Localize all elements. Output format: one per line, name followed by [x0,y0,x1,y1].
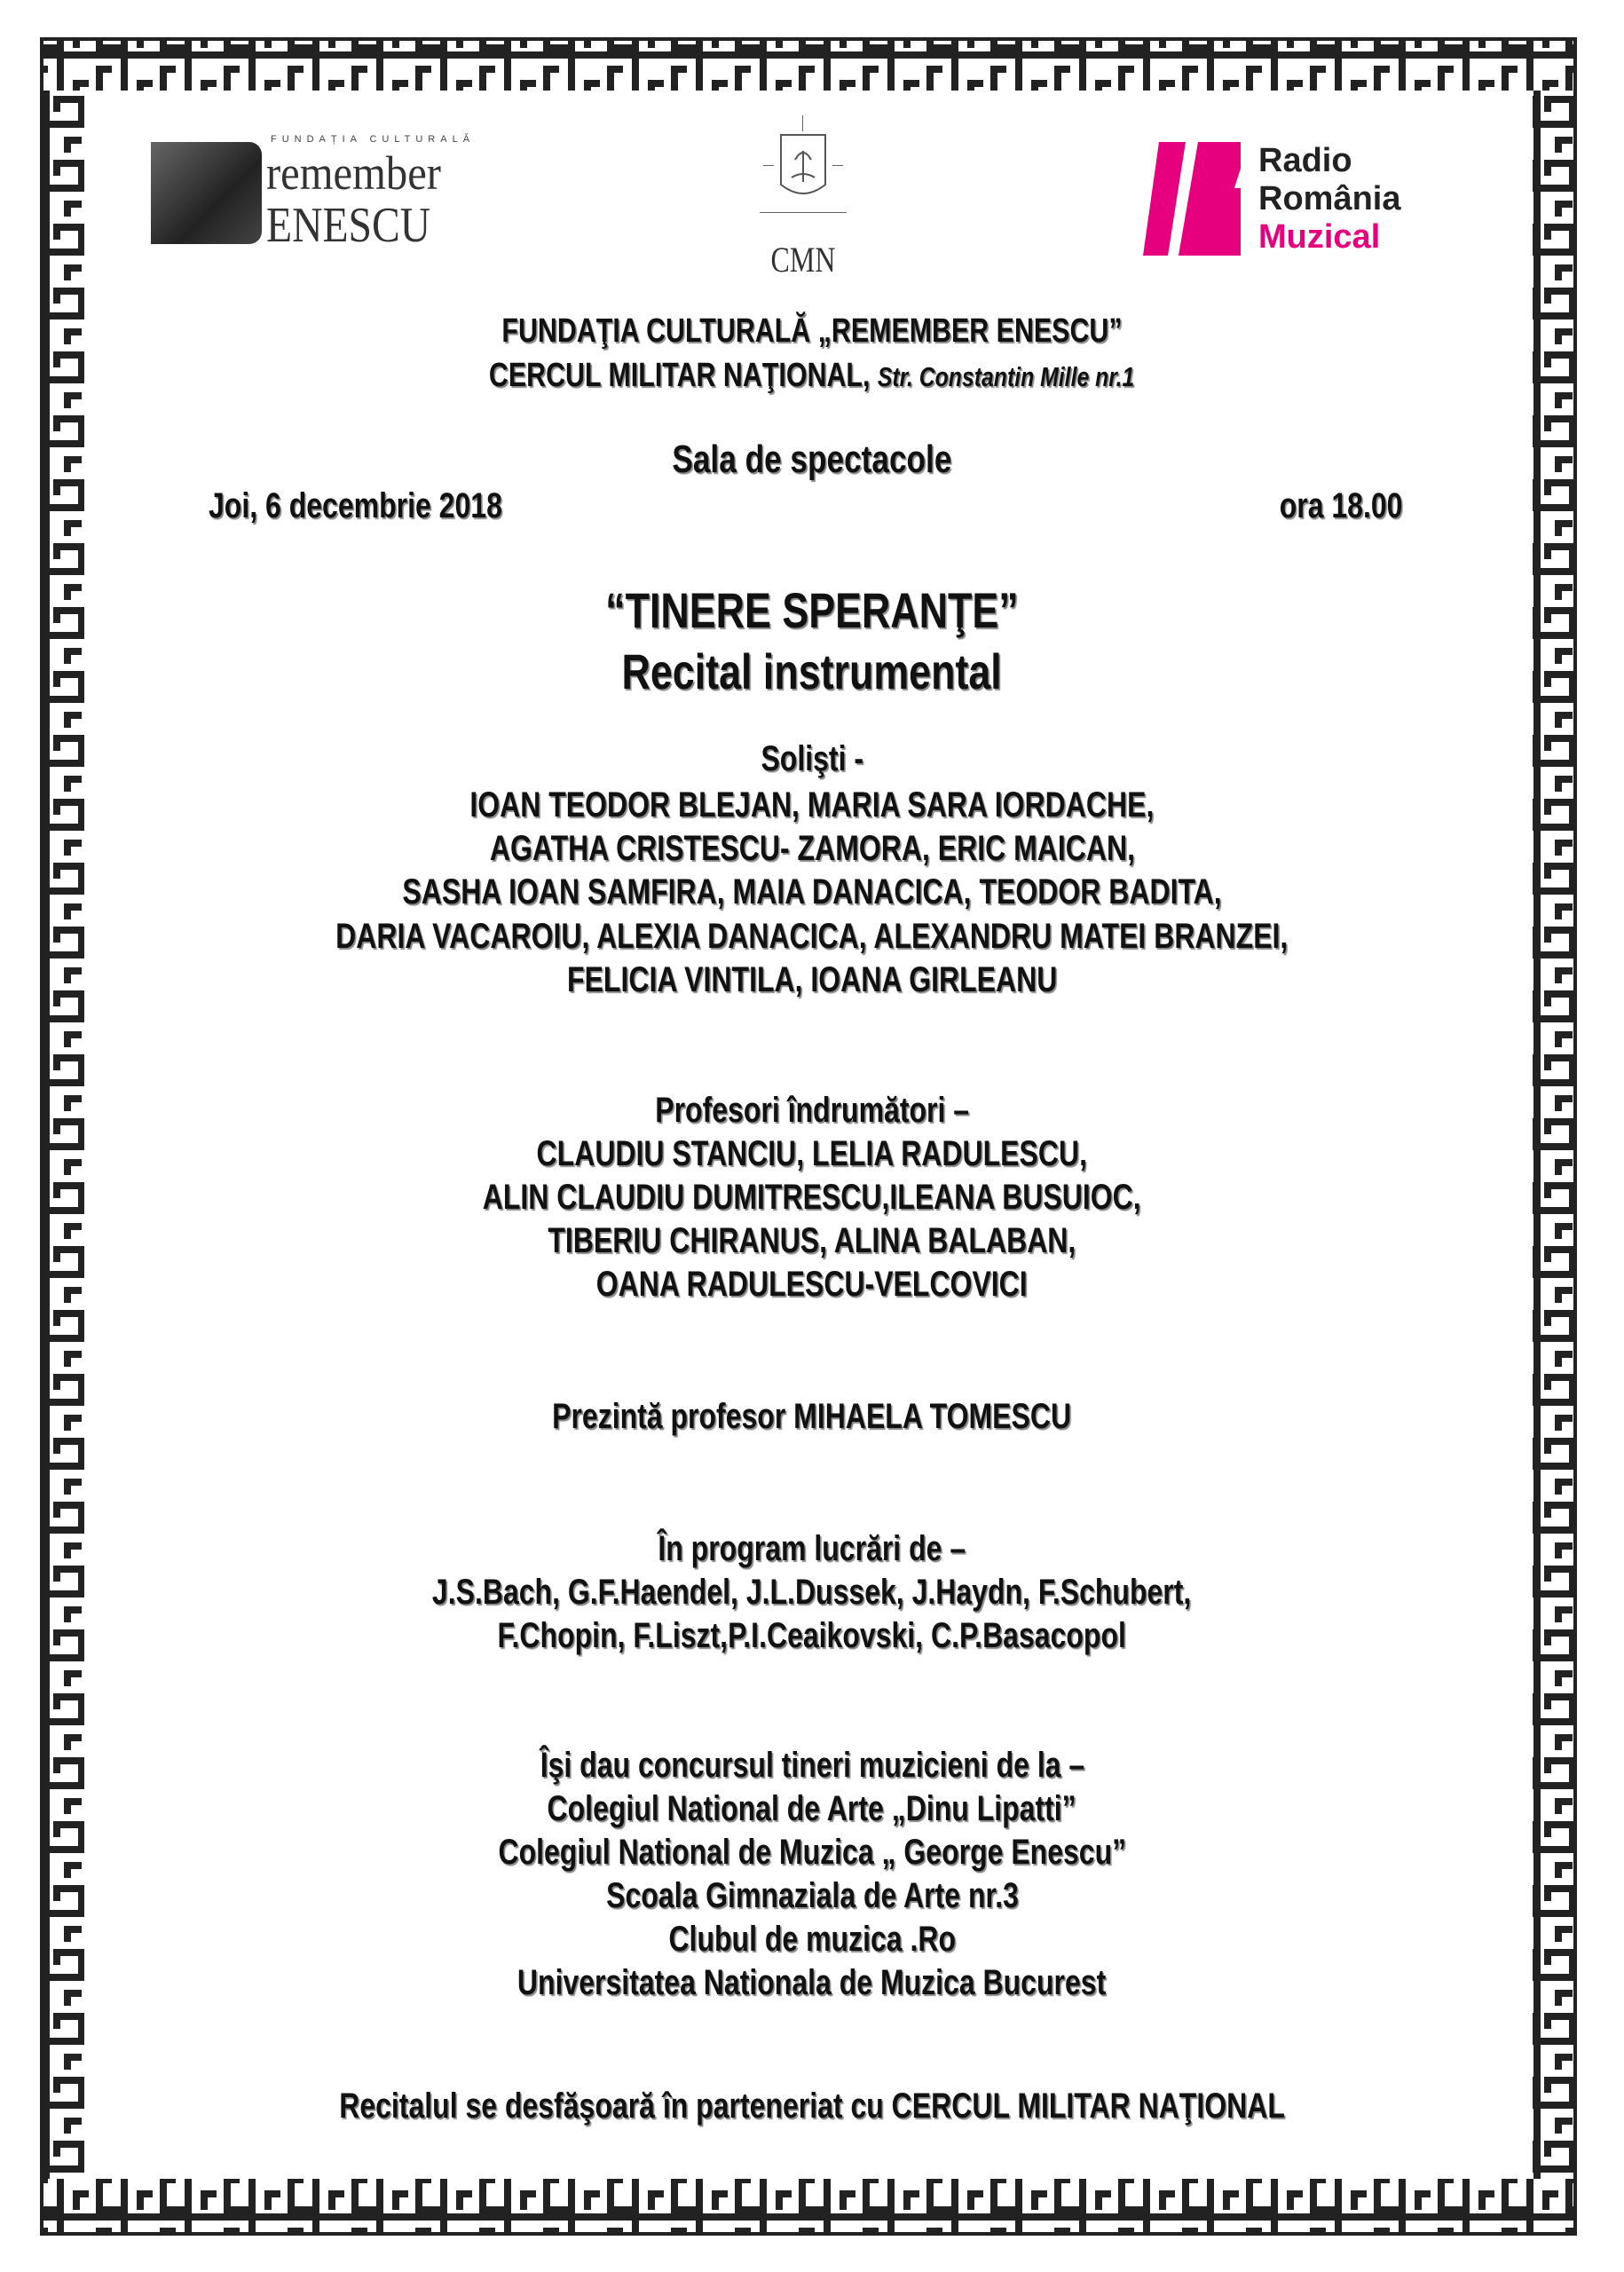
school-line: Colegiul National de Arte „Dinu Lipatti” [547,1789,1077,1828]
radio-romania-muzical-logo [1143,142,1427,257]
cmn-emblem-icon [779,133,827,202]
partnership-line: Recitalul se desfăşoară în parteneriat cu CERCUL MILITAR NAŢIONAL [339,2087,1285,2126]
program-line: J.S.Bach, G.F.Haendel, J.L.Dussek, J.Haydn, F.Schubert, [432,1573,1192,1612]
soloists-line: FELICIA VINTILA, IOANA GIRLEANU [566,960,1058,999]
venue-address-line [0,355,1624,396]
schools-heading: Îşi dau concursul tineri muzicieni de la – [540,1746,1084,1785]
logo-enescu: ENESCU [266,198,431,253]
organizer-line: FUNDAŢIA CULTURALĂ „REMEMBER ENESCU” [501,312,1123,350]
event-title: “TINERE SPERANŢE” [605,582,1019,638]
teachers-heading: Profesori îndrumători – [655,1091,969,1130]
cmn-logo [754,115,852,284]
remember-enescu-logo [151,133,532,253]
school-line: Colegiul National de Muzica „ George Enescu” [498,1833,1126,1872]
teachers-line: TIBERIU CHIRANUS, ALINA BALABAN, [548,1221,1076,1260]
logo-small-text: FUNDAȚIA CULTURALĂ [271,134,476,145]
event-time: ora 18.00 [1279,486,1402,525]
radio-stripes-icon [1143,142,1241,256]
presenter-line: Prezintă profesor MIHAELA TOMESCU [552,1397,1072,1436]
radio-line3: Muzical [1258,218,1381,256]
teachers-line: ALIN CLAUDIU DUMITRESCU,ILEANA BUSUIOC, [483,1178,1141,1217]
address: Str. Constantin Mille nr.1 [878,361,1135,392]
soloists-heading: Solişti - [761,739,863,778]
radio-line1: Radio [1258,142,1352,179]
school-line: Universitatea Nationala de Muzica Bucurest [517,1963,1107,2002]
school-line: Scoala Gimnaziala de Arte nr.3 [605,1876,1019,1915]
soloists-line: IOAN TEODOR BLEJAN, MARIA SARA IORDACHE, [469,785,1155,824]
hall-name: Sala de spectacole [672,438,952,481]
soloists-line: DARIA VACAROIU, ALEXIA DANACICA, ALEXANDRU MATEI BRANZEI, [335,917,1289,956]
soloists-line: AGATHA CRISTESCU- ZAMORA, ERIC MAICAN, [489,829,1135,868]
soloists-line: SASHA IOAN SAMFIRA, MAIA DANACICA, TEODOR BADITA, [402,872,1222,911]
program-heading: În program lucrări de – [658,1529,966,1568]
radio-line2: România [1258,180,1401,217]
event-date: Joi, 6 decembrie 2018 [209,486,502,525]
portrait-image [151,142,262,244]
teachers-line: OANA RADULESCU-VELCOVICI [596,1265,1028,1304]
logo-remember: remember [266,146,441,200]
event-subtitle: Recital instrumental [621,643,1003,699]
cmn-label: CMN [770,240,836,280]
venue-name: CERCUL MILITAR NAŢIONAL, [489,357,871,394]
school-line: Clubul de muzica .Ro [668,1920,956,1959]
program-line: F.Chopin, F.Liszt,P.I.Ceaikovski, C.P.Basacopol [497,1616,1127,1655]
teachers-line: CLAUDIU STANCIU, LELIA RADULESCU, [536,1134,1088,1173]
